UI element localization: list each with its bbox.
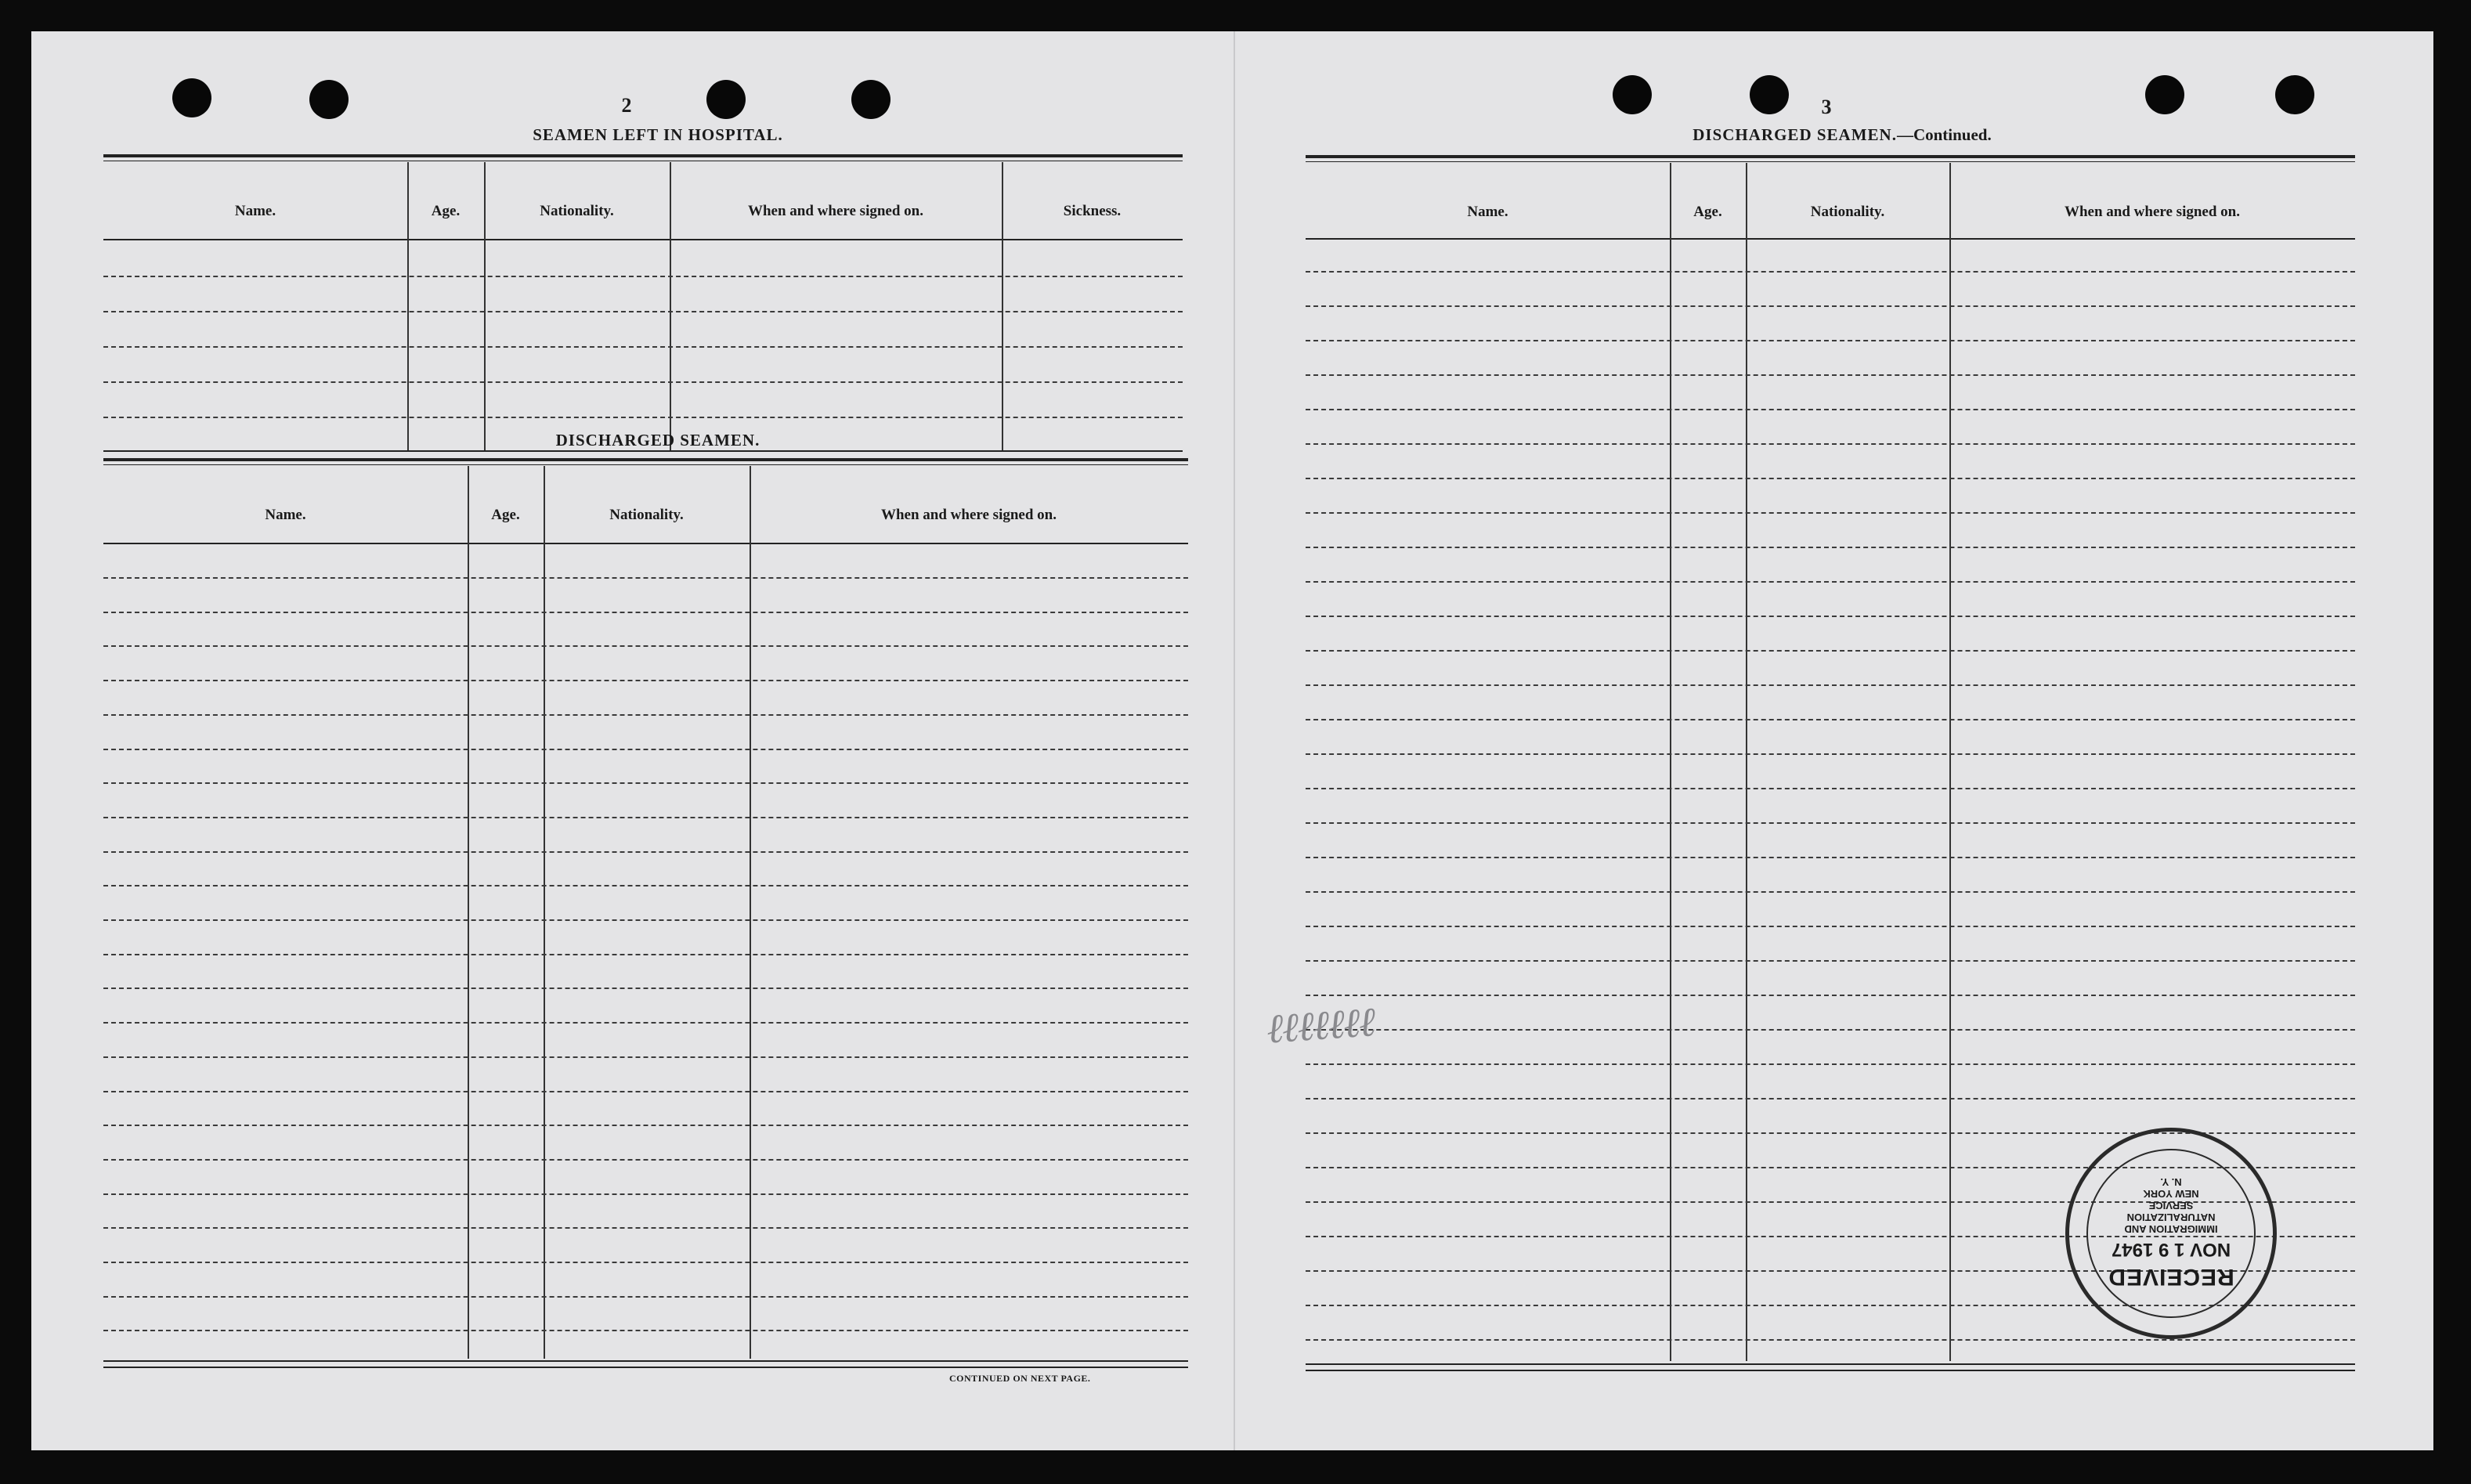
punch-hole xyxy=(1613,75,1652,114)
table-row xyxy=(103,381,1183,383)
table-row xyxy=(103,954,1188,955)
table-row xyxy=(103,749,1188,750)
column-header-name: Name. xyxy=(234,203,276,219)
table-row xyxy=(1306,788,2355,789)
column-header-sickness: Sickness. xyxy=(1063,203,1122,219)
table-row xyxy=(103,714,1188,716)
stamp-line: NATURALIZATION xyxy=(2126,1211,2216,1224)
continued-note: CONTINUED ON NEXT PAGE. xyxy=(949,1373,1091,1384)
column-header-nationality: Nationality. xyxy=(540,203,614,219)
header-rule xyxy=(1306,238,2355,240)
stamp-line: N. Y. xyxy=(2160,1176,2182,1189)
section-title-main: DISCHARGED SEAMEN. xyxy=(1692,125,1897,144)
table-rule xyxy=(103,464,1188,465)
table-row xyxy=(103,612,1188,613)
column-divider xyxy=(1670,163,1671,1361)
table-rule xyxy=(103,458,1188,461)
page-number: 3 xyxy=(1821,96,1832,118)
column-divider xyxy=(468,466,469,1359)
table-rule xyxy=(103,1360,1188,1362)
table-row xyxy=(1306,547,2355,548)
table-row xyxy=(1306,857,2355,858)
discharged-table xyxy=(103,458,1188,1368)
table-row xyxy=(103,1227,1188,1229)
table-row xyxy=(1306,822,2355,824)
table-row xyxy=(1306,1029,2355,1031)
column-header-signed-on: When and where signed on. xyxy=(2064,204,2240,220)
column-divider xyxy=(544,466,545,1359)
table-row xyxy=(103,817,1188,818)
stamp-received: RECEIVED xyxy=(2108,1264,2234,1291)
left-page xyxy=(31,31,1234,1450)
table-row xyxy=(1306,1098,2355,1099)
stamp-date: NOV 1 9 1947 xyxy=(2111,1239,2231,1261)
punch-hole xyxy=(851,80,890,119)
discharged-section-title: DISCHARGED SEAMEN. xyxy=(555,431,760,450)
table-row xyxy=(1306,443,2355,445)
table-row xyxy=(1306,581,2355,583)
table-row xyxy=(1306,340,2355,341)
table-rule xyxy=(103,450,1183,452)
punch-hole xyxy=(309,80,349,119)
received-stamp-inner xyxy=(2086,1149,2256,1318)
table-row xyxy=(1306,719,2355,720)
table-row xyxy=(103,1056,1188,1058)
stamp-line: NEW YORK xyxy=(2143,1188,2199,1201)
table-row xyxy=(1306,684,2355,686)
table-row xyxy=(1306,926,2355,927)
page-number: 2 xyxy=(621,94,632,117)
column-header-age: Age. xyxy=(431,203,461,219)
column-header-nationality: Nationality. xyxy=(609,507,684,523)
punch-hole xyxy=(706,80,746,119)
table-row xyxy=(1306,753,2355,755)
table-row xyxy=(103,577,1188,579)
table-row xyxy=(1306,616,2355,617)
table-row xyxy=(103,885,1188,886)
table-row xyxy=(103,782,1188,784)
table-row xyxy=(103,1091,1188,1092)
table-row xyxy=(103,988,1188,989)
column-header-signed-on: When and where signed on. xyxy=(880,507,1057,523)
received-stamp xyxy=(2065,1128,2277,1339)
handwritten-signature: ℓℓℓℓℓℓℓ xyxy=(1265,998,1376,1053)
table-row xyxy=(1306,271,2355,273)
table-row xyxy=(1306,995,2355,996)
column-divider xyxy=(1746,163,1747,1361)
hospital-section-title: SEAMEN LEFT IN HOSPITAL. xyxy=(533,125,783,144)
column-header-name: Name. xyxy=(265,507,306,523)
table-rule xyxy=(103,154,1183,157)
table-rule xyxy=(1306,161,2355,162)
punch-hole xyxy=(2275,75,2314,114)
table-row xyxy=(103,1159,1188,1161)
table-row xyxy=(103,1330,1188,1331)
punch-hole xyxy=(172,78,211,117)
column-header-age: Age. xyxy=(491,507,520,523)
table-row xyxy=(103,1125,1188,1126)
table-row xyxy=(1306,650,2355,652)
table-rule xyxy=(1306,1363,2355,1365)
column-divider xyxy=(1949,163,1951,1361)
table-row xyxy=(1306,374,2355,376)
punch-hole xyxy=(2145,75,2184,114)
table-row xyxy=(103,311,1183,312)
column-header-signed-on: When and where signed on. xyxy=(747,203,923,219)
table-rule xyxy=(1306,155,2355,158)
column-header-name: Name. xyxy=(1467,204,1508,220)
header-rule xyxy=(103,543,1188,544)
table-row xyxy=(103,417,1183,418)
column-header-nationality: Nationality. xyxy=(1810,204,1885,220)
table-row xyxy=(103,851,1188,853)
stamp-line: SERVICE xyxy=(2148,1200,2194,1212)
table-row xyxy=(1306,1063,2355,1065)
header-rule xyxy=(103,239,1183,240)
table-row xyxy=(1306,478,2355,479)
table-row xyxy=(103,346,1183,348)
table-row xyxy=(103,1262,1188,1263)
table-rule xyxy=(1306,1370,2355,1371)
column-divider xyxy=(750,466,751,1359)
table-row xyxy=(103,1193,1188,1195)
table-row xyxy=(103,276,1183,277)
hospital-table xyxy=(103,154,1183,452)
discharged-continued-title xyxy=(1548,125,2136,145)
stamp-line: IMMIGRATION AND xyxy=(2124,1223,2218,1236)
right-page xyxy=(1234,31,2433,1450)
table-row xyxy=(1306,891,2355,893)
column-header-age: Age. xyxy=(1693,204,1722,220)
section-title-suffix: —Continued. xyxy=(1896,125,1992,144)
table-row xyxy=(1306,512,2355,514)
table-row xyxy=(1306,409,2355,410)
table-row xyxy=(103,645,1188,647)
table-row xyxy=(1306,960,2355,962)
punch-hole xyxy=(1750,75,1789,114)
table-row xyxy=(103,1022,1188,1024)
table-rule xyxy=(103,1367,1188,1368)
table-row xyxy=(1306,305,2355,307)
table-row xyxy=(103,1296,1188,1298)
table-row xyxy=(1306,1339,2355,1341)
table-row xyxy=(103,919,1188,921)
table-row xyxy=(103,680,1188,681)
